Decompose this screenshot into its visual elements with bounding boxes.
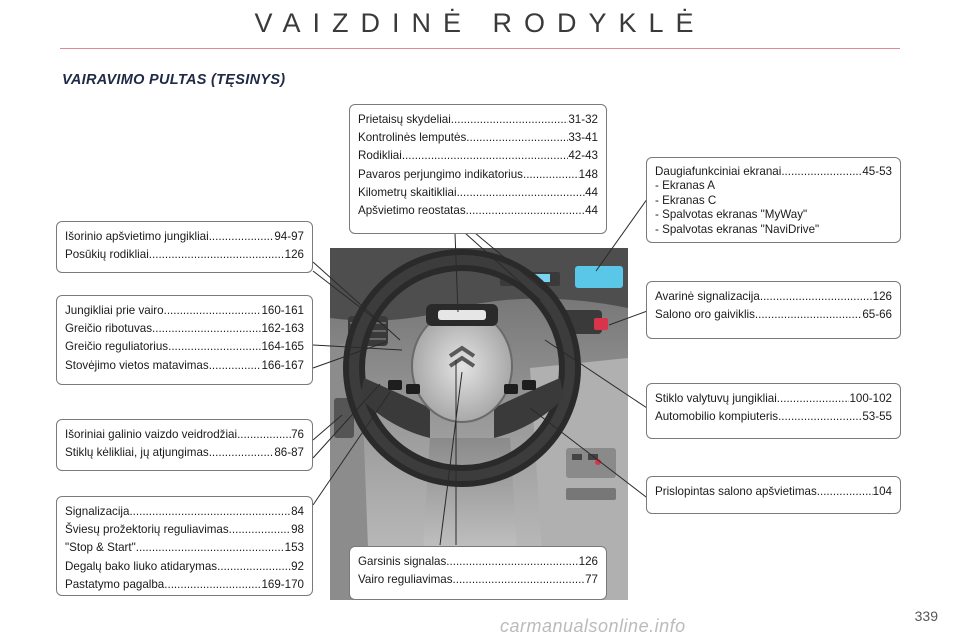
index-entry[interactable]: Vairo reguliavimas ..... 77 xyxy=(358,571,598,589)
index-entry[interactable]: "Stop & Start" ..... 153 xyxy=(65,539,304,557)
wipers-box xyxy=(646,383,901,439)
horn-box xyxy=(349,546,607,600)
index-entry[interactable]: Pastatymo pagalba ..... 169-170 xyxy=(65,576,304,594)
index-entry[interactable]: Garsinis signalas ..... 126 xyxy=(358,553,598,571)
index-entry[interactable]: Šviesų prožektorių reguliavimas ..... 98 xyxy=(65,521,304,539)
index-entry[interactable]: Pavaros perjungimo indikatorius ..... 148 xyxy=(358,166,598,184)
index-entry[interactable]: Jungikliai prie vairo ..... 160-161 xyxy=(65,302,304,320)
index-entry[interactable]: Daugiafunkciniai ekranai ..... 45-53 xyxy=(655,165,892,179)
index-entry[interactable]: Stovėjimo vietos matavimas ..... 166-167 xyxy=(65,357,304,375)
signalling-box xyxy=(56,496,313,596)
index-entry[interactable]: Greičio reguliatorius ..... 164-165 xyxy=(65,338,304,356)
index-entry[interactable]: Apšvietimo reostatas ..... 44 xyxy=(358,202,598,220)
page-title: VAIZDINĖ RODYKLĖ xyxy=(254,8,706,38)
index-subentry[interactable]: - Ekranas A xyxy=(655,179,715,193)
mirrors-box xyxy=(56,419,313,471)
index-entry[interactable]: Išorinio apšvietimo jungikliai ..... 94-97 xyxy=(65,228,304,246)
index-entry[interactable]: Prietaisų skydeliai ..... 31-32 xyxy=(358,111,598,129)
hazard-box xyxy=(646,281,901,339)
instruments-box xyxy=(349,104,607,234)
page-number: 339 xyxy=(914,608,938,624)
index-entry[interactable]: Degalų bako liuko atidarymas ..... 92 xyxy=(65,558,304,576)
section-heading: VAIRAVIMO PULTAS (TĘSINYS) xyxy=(62,72,286,88)
index-entry[interactable]: Stiklo valytuvų jungikliai ..... 100-102 xyxy=(655,390,892,408)
index-entry[interactable]: Greičio ribotuvas ..... 162-163 xyxy=(65,320,304,338)
index-subentry[interactable]: - Spalvotas ekranas "NaviDrive" xyxy=(655,222,820,236)
steering-switches-box xyxy=(56,295,313,385)
displays-box xyxy=(646,157,901,243)
courtesy-box xyxy=(646,476,901,514)
index-entry[interactable]: Kontrolinės lemputės ..... 33-41 xyxy=(358,129,598,147)
index-entry[interactable]: Stiklų kėlikliai, jų atjungimas ..... 86-87 xyxy=(65,444,304,462)
exterior-lights-box xyxy=(56,221,313,273)
index-subentry[interactable]: - Ekranas C xyxy=(655,193,717,207)
index-entry[interactable]: Išoriniai galinio vaizdo veidrodžiai ..... 76 xyxy=(65,426,304,444)
index-entry[interactable]: Rodikliai ..... 42-43 xyxy=(358,147,598,165)
index-entry[interactable]: Posūkių rodikliai ..... 126 xyxy=(65,246,304,264)
index-entry[interactable]: Kilometrų skaitikliai ..... 44 xyxy=(358,184,598,202)
index-subentry[interactable]: - Spalvotas ekranas "MyWay" xyxy=(655,208,808,222)
watermark: carmanualsonline.info xyxy=(500,616,686,636)
index-entry[interactable]: Automobilio kompiuteris ..... 53-55 xyxy=(655,408,892,426)
index-entry[interactable]: Avarinė signalizacija ..... 126 xyxy=(655,288,892,306)
index-entry[interactable]: Prislopintas salono apšvietimas ..... 104 xyxy=(655,483,892,501)
index-entry[interactable]: Salono oro gaiviklis ..... 65-66 xyxy=(655,306,892,324)
index-entry[interactable]: Signalizacija ..... 84 xyxy=(65,503,304,521)
